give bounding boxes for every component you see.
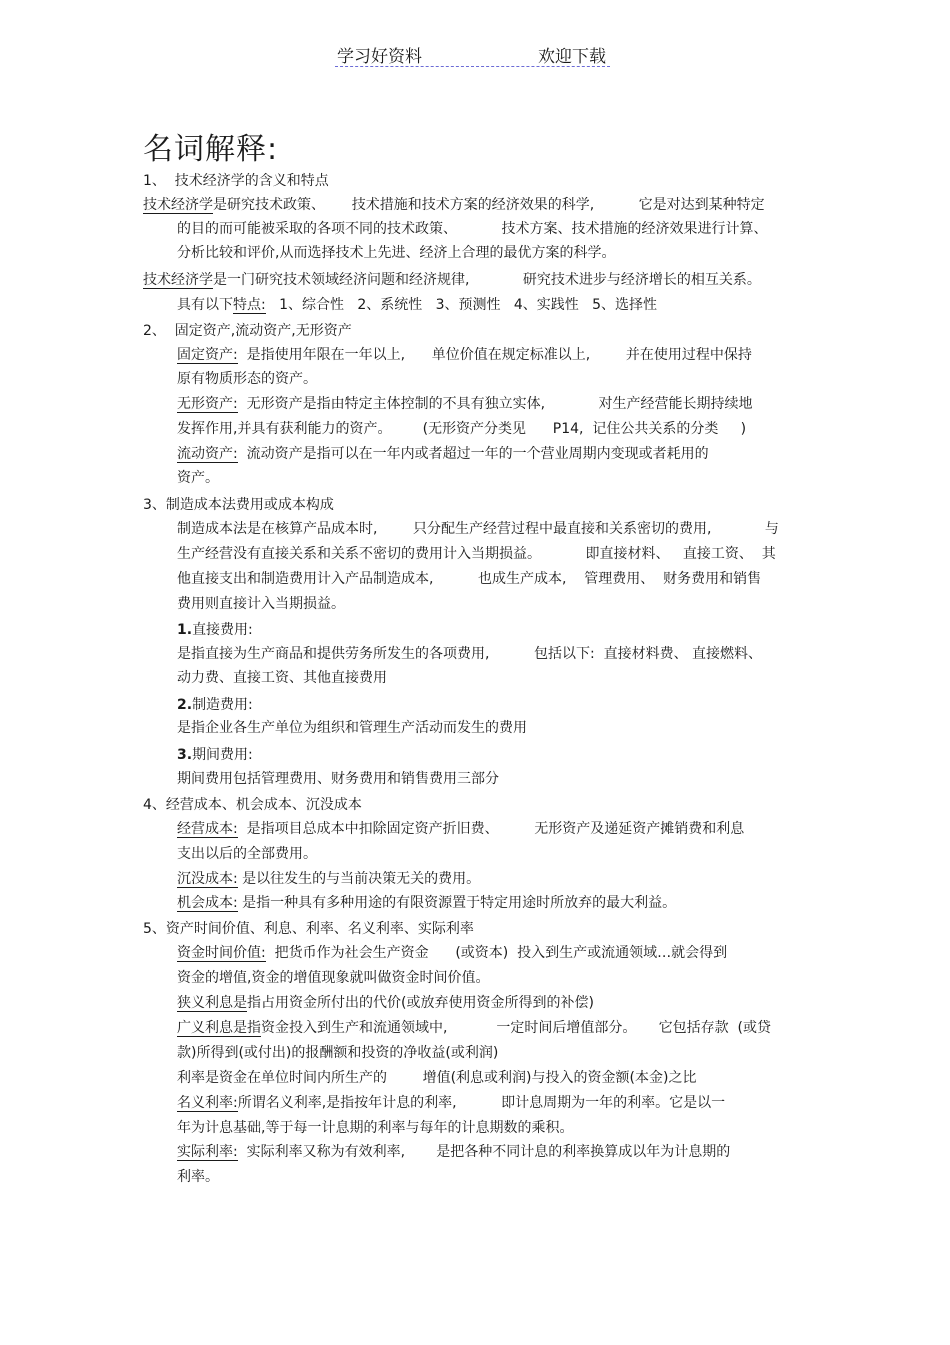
s3-para-line2: 生产经营没有直接关系和关系不密切的费用计入当期损益。 即直接材料、 直接工资、 其 [177,546,776,562]
text: 无形资产是指由特定主体控制的不具有独立实体, 对生产经营能长期持续地 [237,396,753,412]
s1-def2-line1 [143,271,761,289]
term: 固定资产: [177,347,238,363]
s5-real-line1 [177,1143,730,1161]
text: 期间费用: [192,747,253,763]
s1-def1-line2: 的目的而可能被采取的各项不同的技术政策、 技术方案、技术措施的经济效果进行计算、 [177,221,768,237]
s5-real-line2: 利率。 [177,1169,219,1185]
text: 指占用资金所付出的代价(或放弃使用资金所得到的补偿) [247,995,594,1011]
s4-op-line2: 支出以后的全部费用。 [177,846,317,862]
s1-features [177,296,657,314]
section-1-heading: 1、 技术经济学的含义和特点 [143,173,329,189]
term: 机会成本: [177,895,238,911]
text: 所谓名义利率,是指按年计息的利率, 即计息周期为一年的利率。它是以一 [237,1095,726,1111]
term: 名义利率: [177,1095,238,1111]
header-left: 学习好资料 [337,47,422,67]
s5-bi-line1 [177,1019,771,1037]
term: 广义利息是指 [177,1020,261,1036]
section-3-heading: 3、制造成本法费用或成本构成 [143,497,334,513]
s3-para-line3: 他直接支出和制造费用计入产品制造成本, 也成生产成本, 管理费用、 财务费用和销售 [177,571,762,587]
s3-para-line4: 费用则直接计入当期损益。 [177,596,345,612]
s2-fixed-line1 [177,346,752,364]
term: 实际利率: [177,1144,238,1160]
s5-nom-line2: 年为计息基础,等于每一计息期的利率与每年的计息期数的乘积。 [177,1120,574,1136]
s2-fixed-line2: 原有物质形态的资产。 [177,371,317,387]
s5-tv-line2: 资金的增值,资金的增值现象就叫做资金时间价值。 [177,970,490,986]
term: 狭义利息是 [177,995,247,1011]
item-number: 2. [177,697,193,713]
text: 是指使用年限在一年以上, 单位价值在规定标准以上, 并在使用过程中保持 [237,347,752,363]
text: 流动资产是指可以在一年内或者超过一年的一个营业周期内变现或者耗用的 [237,446,709,462]
s3-item1-line2: 动力费、直接工资、其他直接费用 [177,670,387,686]
term: 技术经济学 [143,197,213,213]
header-right: 欢迎下载 [538,47,606,67]
text: 把货币作为社会生产资金 (或资本) 投入到生产或流通领域…就会得到 [265,945,728,961]
section-2-heading: 2、 固定资产,流动资产,无形资产 [143,323,352,339]
term: 特点: [233,297,266,313]
text: 资金投入到生产和流通领域中, 一定时间后增值部分。 它包括存款 (或贷 [261,1020,772,1036]
item-number: 1. [177,622,193,638]
term: 资金时间价值: [177,945,266,961]
s3-item2-label [177,696,253,714]
s3-item1-line1: 是指直接为生产商品和提供劳务所发生的各项费用, 包括以下: 直接材料费、 直接燃料、 [177,646,763,662]
page-header [335,40,610,67]
s5-tv-line1 [177,944,727,962]
s5-nom-line1 [177,1094,725,1112]
text: 是一门研究技术领域经济问题和经济规律, 研究技术进步与经济增长的相互关系。 [213,272,761,288]
text: 是研究技术政策、 技术措施和技术方案的经济效果的科学, 它是对达到某种特定 [213,197,765,213]
s2-current-line1 [177,445,709,463]
s2-current-line2: 资产。 [177,470,219,486]
s1-def1-line1 [143,196,765,214]
s3-item1-label [177,621,253,639]
s2-intang-line2: 发挥作用,并具有获利能力的资产。 (无形资产分类见 P14, 记住公共关系的分类 ) [177,421,747,437]
text: 具有以下 [177,297,233,313]
text: 是指项目总成本中扣除固定资产折旧费、 无形资产及递延资产摊销费和利息 [237,821,745,837]
s3-item3-line1: 期间费用包括管理费用、财务费用和销售费用三部分 [177,771,499,787]
s3-item2-line1: 是指企业各生产单位为组织和管理生产活动而发生的费用 [177,720,527,736]
item-number: 3. [177,747,193,763]
term: 技术经济学 [143,272,213,288]
s4-op-line1 [177,820,744,838]
text: 是指一种具有多种用途的有限资源置于特定用途时所放弃的最大利益。 [237,895,677,911]
term: 经营成本: [177,821,238,837]
s2-intang-line1 [177,395,752,413]
term: 沉没成本: [177,871,238,887]
section-5-heading: 5、资产时间价值、利息、利率、名义利率、实际利率 [143,921,474,937]
s3-item3-label [177,746,253,764]
text: 实际利率又称为有效利率, 是把各种不同计息的利率换算成以年为计息期的 [237,1144,731,1160]
s5-ni-line [177,994,594,1012]
s1-def1-line3: 分析比较和评价,从而选择技术上先进、经济上合理的最优方案的科学。 [177,245,616,261]
s5-rate-line: 利率是资金在单位时间内所生产的 增值(利息或利润)与投入的资金额(本金)之比 [177,1070,697,1086]
term: 无形资产: [177,396,238,412]
s4-sunk-line [177,870,480,888]
s5-bi-line2: 款)所得到(或付出)的报酬额和投资的净收益(或利润) [177,1045,499,1061]
text: 直接费用: [192,622,253,638]
text: 制造费用: [192,697,253,713]
s3-para-line1: 制造成本法是在核算产品成本时, 只分配生产经营过程中最直接和关系密切的费用, 与 [177,521,779,537]
text: 1、综合性 2、系统性 3、预测性 4、实践性 5、选择性 [265,297,658,313]
text: 是以往发生的与当前决策无关的费用。 [237,871,481,887]
section-4-heading: 4、经营成本、机会成本、沉没成本 [143,797,362,813]
s4-opp-line [177,894,676,912]
page-title: 名词解释: [143,132,279,167]
term: 流动资产: [177,446,238,462]
